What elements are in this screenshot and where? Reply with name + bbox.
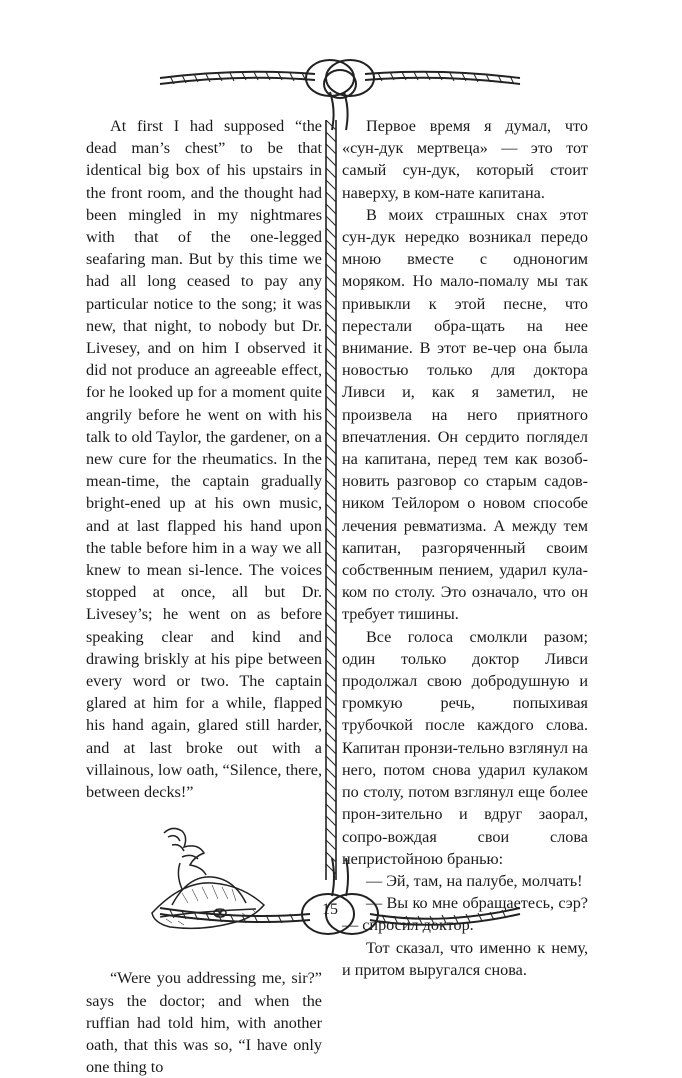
- russian-paragraph: Первое время я думал, что «сун-дук мертвеца» — это тот самый сун-дук, который стоит наверху, в ком-нате капитана.: [342, 117, 588, 202]
- russian-dialogue-line: — Эй, там, на палубе, молчать!: [366, 871, 583, 890]
- english-paragraph: “Were you addressing me, sir?” says the doctor; and when the ruffian had told him, with another oath, that this was so, “I have only one thing to: [86, 969, 322, 1077]
- russian-paragraph: Тот сказал, что именно к нему, и притом выругался снова.: [342, 938, 588, 979]
- russian-dialogue-line: — Вы ко мне обращаетесь, сэр? — спросил доктор.: [342, 894, 588, 935]
- russian-paragraph: В моих страшных снах этот сун-дук нередко возникал передо мною вместе с одноногим моряком. Но мало-помалу мы так привыкли к этой песне, что перестали обра-щать на нее внимание. В этот ве-чер она была новостью только для доктора Ливси и, как я заметил, не произвела на него приятного впечатления. Он сердито поглядел на капитана, перед тем как возоб-новить разговор со старым садов-ником Тейлором о новом способе лечения ревматизма. А между тем капитан, разгоряченный своим собственным пением, ударил кула-ком по столу. Это означало, что он требует тишины.: [342, 205, 588, 624]
- rope-column-divider: [320, 120, 342, 880]
- page-number: 15: [322, 901, 338, 918]
- russian-paragraph: Все голоса смолкли разом; один только доктор Ливси продолжал свою добродушную и громкую речь, попыхивая трубочкой после каждого слова. Капитан пронзи-тельно взглянул на него, потом снова ударил кулаком по столу, потом взглянул еще более прон-зительно и вдруг заорал, сопро-вождая свои слова непристойною бранью:: [342, 627, 588, 868]
- rope-knot-ornament-bottom: [150, 858, 530, 938]
- russian-text-column: [342, 115, 588, 981]
- english-paragraph: At first I had supposed “the dead man’s chest” to be that identical big box of his upstairs in the front room, and the thought had been mingled in my nightmares with that of the one-legged seafaring man. But by this time we had all long ceased to pay any particular notice to the song; it was new, that night, to nobody but Dr. Livesey, and on him I observed it did not produce an agreeable effect, for he looked up for a moment quite angrily before he went on with his talk to old Taylor, the gardener, on a new cure for the rheumatics. In the mean-time, the captain gradually bright-ened up at his own music, and at last flapped his hand upon the table before him in a way we all knew to mean si-lence. The voices stopped at once, all but Dr. Livesey’s; he went on as before speaking clear and kind and drawing briskly at his pipe between every word or two. The captain glared at him for a while, flapped his hand again, glared still harder, and at last broke out with a villainous, low oath, “Silence, there, between decks!”: [86, 117, 322, 802]
